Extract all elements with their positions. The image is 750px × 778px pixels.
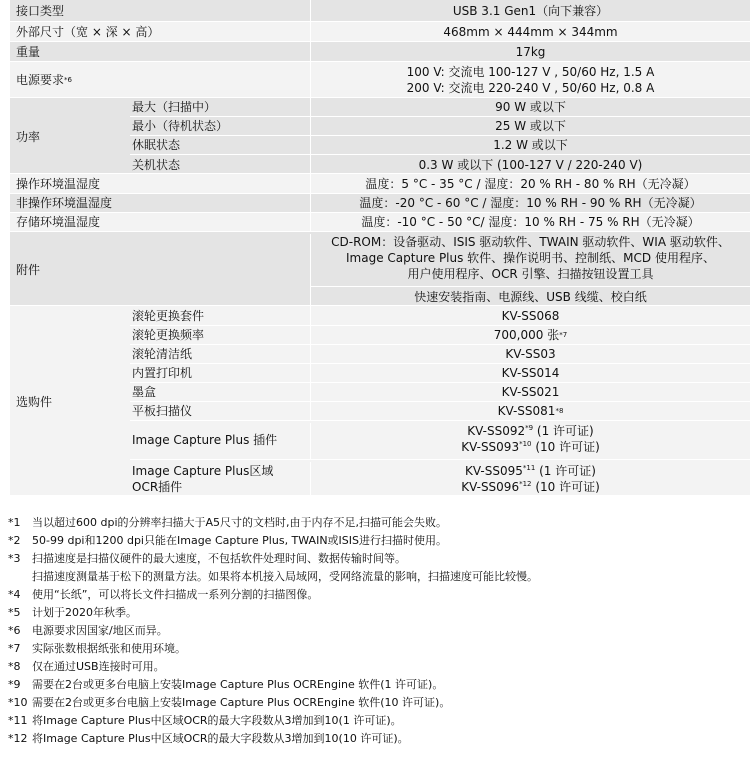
- option-flatbed-label: 平板扫描仪: [132, 404, 193, 418]
- option-roller-frequency-text: 700,000 张: [493, 328, 560, 342]
- row-options: [10, 306, 750, 496]
- footnote: [8, 730, 748, 748]
- footnote-text: 电源要求因国家/地区而异。: [32, 624, 168, 637]
- power-requirement-value: [310, 62, 750, 97]
- option-roller-kit-value: KV-SS068: [310, 306, 750, 325]
- footnote-mark: *1: [8, 516, 21, 529]
- power-off-value: 0.3 W 或以下 (100-127 V / 220-240 V): [310, 155, 750, 174]
- dimensions-value: 468mm × 444mm × 344mm: [310, 22, 750, 41]
- option-printer-label: 内置打印机: [132, 366, 193, 380]
- footnote: [8, 604, 748, 622]
- option-flatbed-text: KV-SS081: [497, 404, 556, 418]
- footnote-text: 当以超过600 dpi的分辨率扫描大于A5尺寸的文档时,由于内存不足,扫描可能会失败。: [32, 516, 448, 529]
- option-icp-ocr-note-2: *12: [519, 480, 532, 488]
- footnote: [8, 550, 748, 568]
- footnote: [8, 514, 748, 532]
- footnote-mark: *7: [8, 642, 21, 655]
- row-dimensions: [10, 22, 750, 42]
- option-icp-ocr-line-1: [311, 463, 750, 479]
- divider: [130, 459, 750, 460]
- footnote-text: 将Image Capture Plus中区域OCR的最大字段数从3增加到10(10 许可证)。: [32, 732, 409, 745]
- option-icp-plugin-license-1: (1 许可证): [533, 424, 594, 438]
- footnote: [8, 622, 748, 640]
- options-label: 选购件: [16, 394, 53, 409]
- footnote-text: 需要在2台或更多台电脑上安装Image Capture Plus OCREngine 软件(1 许可证)。: [32, 678, 444, 691]
- row-power-consumption: [10, 98, 750, 174]
- footnote: [8, 658, 748, 676]
- power-max-value: 90 W 或以下: [310, 98, 750, 116]
- interface-value: USB 3.1 Gen1（向下兼容）: [310, 0, 750, 21]
- option-icp-ocr-code-2: KV-SS096: [461, 480, 520, 494]
- storage-environment-value: 温度：-10 °C - 50 °C/ 湿度：10 % RH - 75 % RH（无冷凝）: [310, 213, 750, 231]
- footnote-mark: *12: [8, 732, 28, 745]
- option-icp-plugin-value: [310, 423, 750, 459]
- interface-label: 接口类型: [16, 3, 65, 18]
- power-off-label: 关机状态: [132, 157, 181, 172]
- weight-label: 重量: [16, 44, 41, 59]
- option-icp-ocr-line-2: [311, 479, 750, 495]
- option-ink-label: 墨盒: [132, 385, 157, 399]
- power-requirement-value-100v: 100 V: 交流电 100-127 V , 50/60 Hz, 1.5 A: [406, 65, 655, 79]
- option-icp-ocr-license-1: (1 许可证): [535, 464, 596, 478]
- row-power-requirement: [10, 62, 750, 98]
- footnote-text: 仅在通过USB连接时可用。: [32, 660, 165, 673]
- footnote: [8, 640, 748, 658]
- footnote-mark: *3: [8, 552, 21, 565]
- option-icp-ocr-license-2: (10 许可证): [531, 480, 600, 494]
- dimensions-label: 外部尺寸（宽 × 深 × 高）: [16, 24, 160, 39]
- accessories-line-1: CD-ROM：设备驱动、ISIS 驱动软件、TWAIN 驱动软件、WIA 驱动软件、: [331, 235, 730, 249]
- power-sleep-label: 休眠状态: [132, 138, 181, 152]
- footnote-mark: *9: [8, 678, 21, 691]
- option-icp-ocr-code-1: KV-SS095: [465, 464, 523, 478]
- footnote: [8, 532, 748, 550]
- option-icp-plugin-code-2: KV-SS093: [461, 440, 520, 454]
- footnote: [8, 712, 748, 730]
- option-icp-plugin-line-2: [311, 439, 750, 455]
- power-max-label: 最大（扫描中）: [132, 100, 217, 114]
- power-min-value: 25 W 或以下: [310, 117, 750, 135]
- footnote-text: 使用“长纸”，可以将长文件扫描成一系列分割的扫描图像。: [32, 588, 319, 601]
- footnote-mark: *8: [8, 660, 21, 673]
- option-icp-ocr-note-1: *11: [522, 464, 536, 472]
- footnote-mark: *2: [8, 534, 21, 547]
- power-min-label: 最小（待机状态）: [132, 119, 229, 133]
- footnote-text: 计划于2020年秋季。: [32, 606, 137, 619]
- option-icp-plugin-note-2: *10: [519, 440, 532, 448]
- footnote-text: 扫描速度测量基于松下的测量方法。如果将本机接入局域网，受网络流量的影响，扫描速度可能比较慢。: [32, 570, 538, 583]
- option-icp-plugin-line-1: [311, 423, 750, 439]
- option-icp-plugin-note-1: *9: [525, 424, 534, 432]
- footnote: [8, 586, 748, 604]
- row-weight: [10, 42, 750, 62]
- option-cleaning-paper-value: KV-SS03: [310, 345, 750, 363]
- accessories-label: 附件: [16, 262, 41, 277]
- footnote-mark: [8, 568, 32, 586]
- power-requirement-value-200v: 200 V: 交流电 220-240 V , 50/60 Hz, 0.8 A: [406, 81, 655, 95]
- footnote-text: 扫描速度是扫描仪硬件的最大速度，不包括软件处理时间、数据传输时间等。: [32, 552, 406, 565]
- footnote-mark: *4: [8, 588, 21, 601]
- nonoperating-environment-label: 非操作环境温湿度: [16, 196, 113, 210]
- footnote: [8, 694, 748, 712]
- power-requirement-label-text: 电源要求: [16, 72, 65, 87]
- row-operating-environment: [10, 174, 750, 194]
- row-nonoperating-environment: [10, 194, 750, 213]
- accessories-other: 快速安装指南、电源线、USB 线缆、校白纸: [310, 287, 750, 306]
- option-icp-plugin-label: Image Capture Plus 插件: [132, 433, 278, 447]
- footnote-mark: *5: [8, 606, 21, 619]
- row-interface: [10, 0, 750, 22]
- power-consumption-label: 功率: [16, 129, 41, 144]
- power-sleep-value: 1.2 W 或以下: [310, 136, 750, 154]
- footnote-text: 实际张数根据纸张和使用环境。: [32, 642, 186, 655]
- footnote-text: 需要在2台或更多台电脑上安装Image Capture Plus OCREngine 软件(10 许可证)。: [32, 696, 451, 709]
- footnote-mark: *11: [8, 714, 28, 727]
- row-storage-environment: [10, 213, 750, 232]
- option-roller-kit-label: 滚轮更换套件: [132, 308, 205, 323]
- accessories-line-3: 用户使用程序、OCR 引擎、扫描按钮设置工具: [407, 267, 654, 281]
- option-icp-ocr-label-1: Image Capture Plus区域: [132, 464, 274, 478]
- option-icp-plugin-license-2: (10 许可证): [531, 440, 600, 454]
- option-icp-ocr-label: [130, 462, 310, 496]
- operating-environment-label: 操作环境温湿度: [16, 176, 101, 191]
- weight-value: 17kg: [310, 42, 750, 61]
- footnote-mark: *6: [8, 624, 21, 637]
- accessories-line-2: Image Capture Plus 软件、操作说明书、控制纸、MCD 使用程序、: [346, 251, 715, 265]
- option-roller-frequency-value: 700,000 张 *7: [310, 326, 750, 344]
- option-flatbed-value: KV-SS081 *8: [310, 402, 750, 420]
- operating-environment-value: 温度：5 °C - 35 °C / 湿度：20 % RH - 80 % RH（无冷凝）: [310, 174, 750, 193]
- option-cleaning-paper-label: 滚轮清洁纸: [132, 347, 193, 361]
- option-roller-frequency-label: 滚轮更换频率: [132, 328, 205, 342]
- footnote: [8, 568, 748, 586]
- storage-environment-label: 存储环境温湿度: [16, 215, 101, 229]
- option-icp-ocr-value: [310, 462, 750, 496]
- option-icp-ocr-label-2: OCR插件: [132, 480, 183, 494]
- footnote: [8, 676, 748, 694]
- nonoperating-environment-value: 温度：-20 °C - 60 °C / 湿度：10 % RH - 90 % RH（无冷凝）: [310, 194, 750, 212]
- footnote-text: 50-99 dpi和1200 dpi只能在Image Capture Plus, TWAIN或ISIS进行扫描时使用。: [32, 534, 448, 547]
- option-printer-value: KV-SS014: [310, 364, 750, 382]
- option-ink-value: KV-SS021: [310, 383, 750, 401]
- footnote-text: 将Image Capture Plus中区域OCR的最大字段数从3增加到10(1 许可证)。: [32, 714, 402, 727]
- option-icp-plugin-code-1: KV-SS092: [467, 424, 526, 438]
- footnote-mark: *10: [8, 696, 28, 709]
- accessories-cd-rom: [310, 234, 750, 286]
- row-accessories: [10, 232, 750, 306]
- footnotes: [8, 514, 748, 748]
- power-requirement-label: 电源要求 *6: [16, 72, 72, 87]
